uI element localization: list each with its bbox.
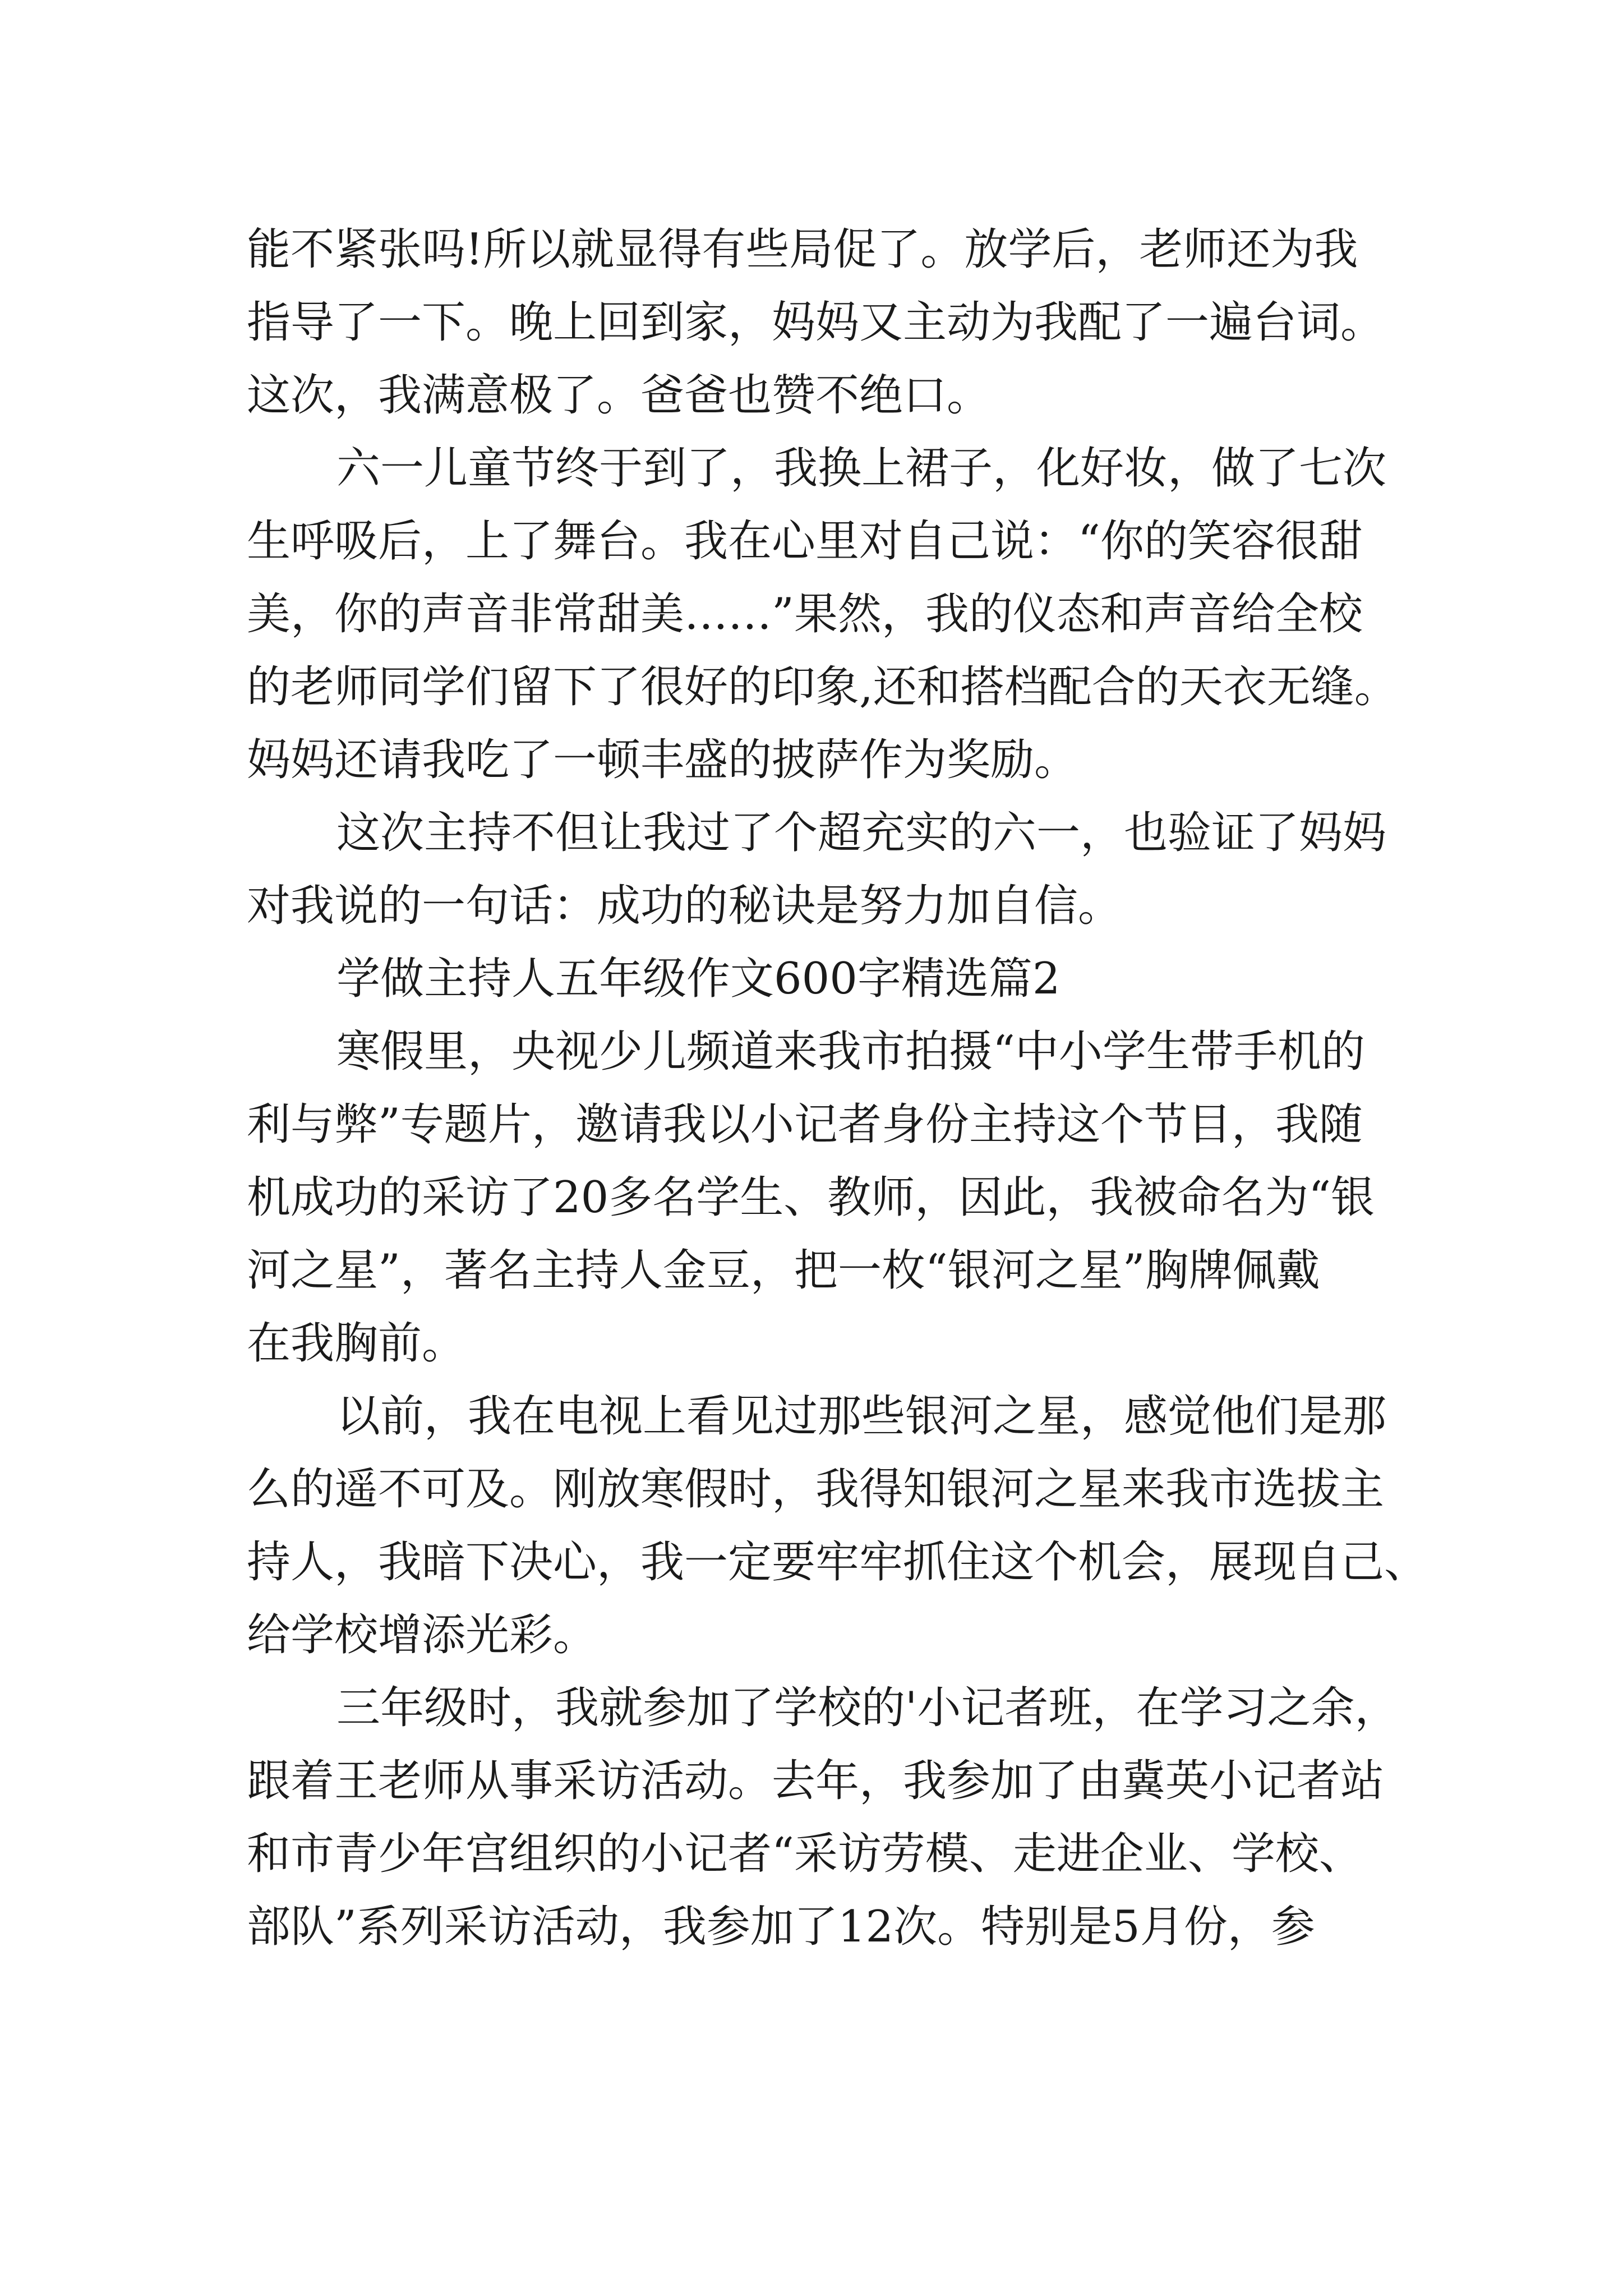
text-line: 和市青少年宫组织的小记者“采访劳模、走进企业、学校、 (247, 1829, 1363, 1879)
paragraph-6 (247, 1672, 1399, 1963)
text-line: 能不紧张吗!所以就显得有些局促了。放学后，老师还为我 (247, 224, 1358, 275)
text-line: 对我说的一句话：成功的秘诀是努力加自信。 (247, 881, 1122, 931)
text-line: 生呼吸后，上了舞台。我在心里对自己说：“你的笑容很甜 (247, 516, 1363, 567)
paragraph-2 (247, 432, 1398, 797)
text-line: 这次，我满意极了。爸爸也赞不绝口。 (247, 370, 991, 421)
text-line: 六一儿童节终于到了，我换上裙子，化好妆，做了七次 (336, 443, 1387, 494)
document-body (247, 213, 1428, 1963)
text-line: 以前，我在电视上看见过那些银河之星，感觉他们是那 (336, 1391, 1387, 1442)
text-line: 机成功的采访了20多名学生、教师，因此，我被命名为“银 (247, 1172, 1375, 1223)
text-line: 部队”系列采访活动，我参加了12次。特别是5月份，参 (247, 1902, 1315, 1952)
text-line: 这次主持不但让我过了个超充实的六一，也验证了妈妈 (336, 808, 1387, 858)
text-line: 寒假里，央视少儿频道来我市拍摄“中小学生带手机的 (336, 1027, 1365, 1077)
text-line: 妈妈还请我吃了一顿丰盛的披萨作为奖励。 (247, 735, 1078, 785)
text-line: 利与弊”专题片，邀请我以小记者身份主持这个节目，我随 (247, 1099, 1363, 1150)
heading-line: 学做主持人五年级作文600字精选篇2 (336, 954, 1061, 1004)
text-line: 指导了一下。晚上回到家，妈妈又主动为我配了一遍台词。 (247, 297, 1385, 348)
paragraph-3 (247, 797, 1387, 942)
text-line: 三年级时，我就参加了学校的'小记者班，在学习之余， (336, 1683, 1399, 1733)
text-line: 么的遥不可及。刚放寒假时，我得知银河之星来我市选拔主 (247, 1464, 1385, 1515)
paragraph-4 (247, 1015, 1380, 1380)
text-line: 给学校增添光彩。 (247, 1610, 597, 1660)
paragraph-1 (247, 213, 1385, 432)
text-line: 的老师同学们留下了很好的印象,还和搭档配合的天衣无缝。 (247, 662, 1398, 712)
text-line: 跟着王老师从事采访活动。去年，我参加了由冀英小记者站 (247, 1756, 1385, 1806)
section-heading (247, 942, 1380, 1015)
text-line: 持人，我暗下决心，我一定要牢牢抓住这个机会，展现自己、 (247, 1537, 1428, 1588)
text-line: 在我胸前。 (247, 1318, 466, 1369)
text-line: 美，你的声音非常甜美……”果然，我的仪态和声音给全校 (247, 589, 1363, 639)
paragraph-5 (247, 1380, 1428, 1672)
text-line: 河之星”，著名主持人金豆，把一枚“银河之星”胸牌佩戴 (247, 1245, 1320, 1296)
